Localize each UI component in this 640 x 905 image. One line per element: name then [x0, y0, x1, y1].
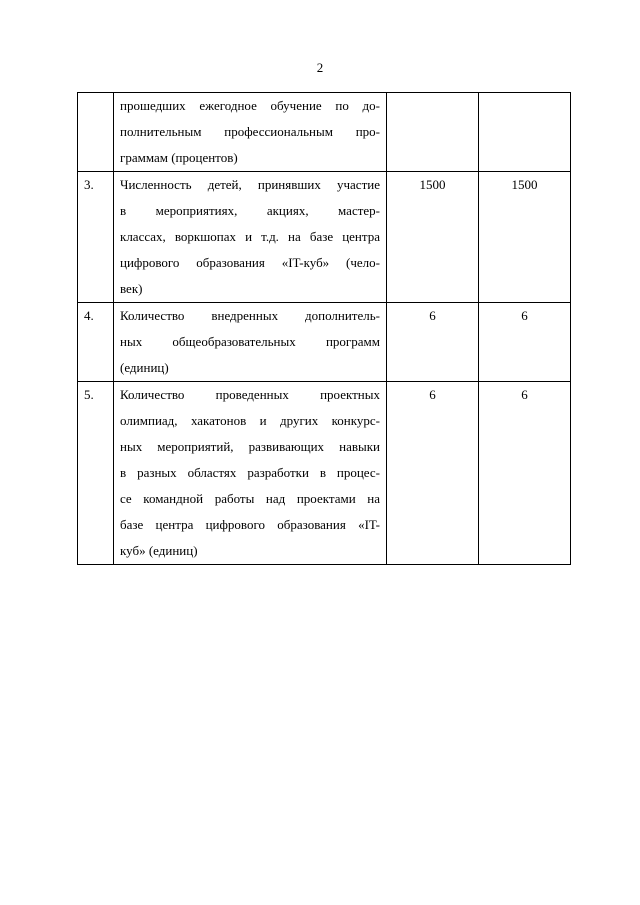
row-number: 3.	[78, 172, 114, 303]
row-value-1: 6	[387, 382, 479, 565]
description-line: прошедших ежегодное обучение по до-	[120, 98, 380, 113]
row-value-2: 6	[479, 303, 571, 382]
row-value-1: 1500	[387, 172, 479, 303]
description-line: (единиц)	[120, 360, 169, 375]
row-value-2	[479, 93, 571, 172]
row-description	[114, 303, 387, 382]
row-value-2: 6	[479, 382, 571, 565]
description-line: в мероприятиях, акциях, мастер-	[120, 203, 380, 218]
indicators-table	[77, 92, 571, 565]
description-line: базе центра цифрового образования «IT-	[120, 517, 380, 532]
row-value-2: 1500	[479, 172, 571, 303]
row-value-1: 6	[387, 303, 479, 382]
description-line: се командной работы над проектами на	[120, 491, 380, 506]
row-description	[114, 382, 387, 565]
description-line: ных общеобразовательных программ	[120, 334, 380, 349]
table-row	[78, 382, 571, 565]
description-line: полнительным профессиональным про-	[120, 124, 380, 139]
page-number: 2	[316, 60, 324, 75]
description-line: ных мероприятий, развивающих навыки	[120, 439, 380, 454]
row-description	[114, 172, 387, 303]
row-number: 5.	[78, 382, 114, 565]
description-line: в разных областях разработки в процес-	[120, 465, 380, 480]
description-line: Количество проведенных проектных	[120, 387, 380, 402]
description-line: цифрового образования «IT-куб» (чело-	[120, 255, 380, 270]
description-line: классах, воркшопах и т.д. на базе центра	[120, 229, 380, 244]
description-line: Количество внедренных дополнитель-	[120, 308, 380, 323]
description-line: куб» (единиц)	[120, 543, 198, 558]
description-line: олимпиад, хакатонов и других конкурс-	[120, 413, 380, 428]
table-row	[78, 303, 571, 382]
row-value-1	[387, 93, 479, 172]
description-line: граммам (процентов)	[120, 150, 238, 165]
row-description	[114, 93, 387, 172]
table-row	[78, 93, 571, 172]
row-number	[78, 93, 114, 172]
row-number: 4.	[78, 303, 114, 382]
table-row	[78, 172, 571, 303]
description-line: Численность детей, принявших участие	[120, 177, 380, 192]
description-line: век)	[120, 281, 143, 296]
